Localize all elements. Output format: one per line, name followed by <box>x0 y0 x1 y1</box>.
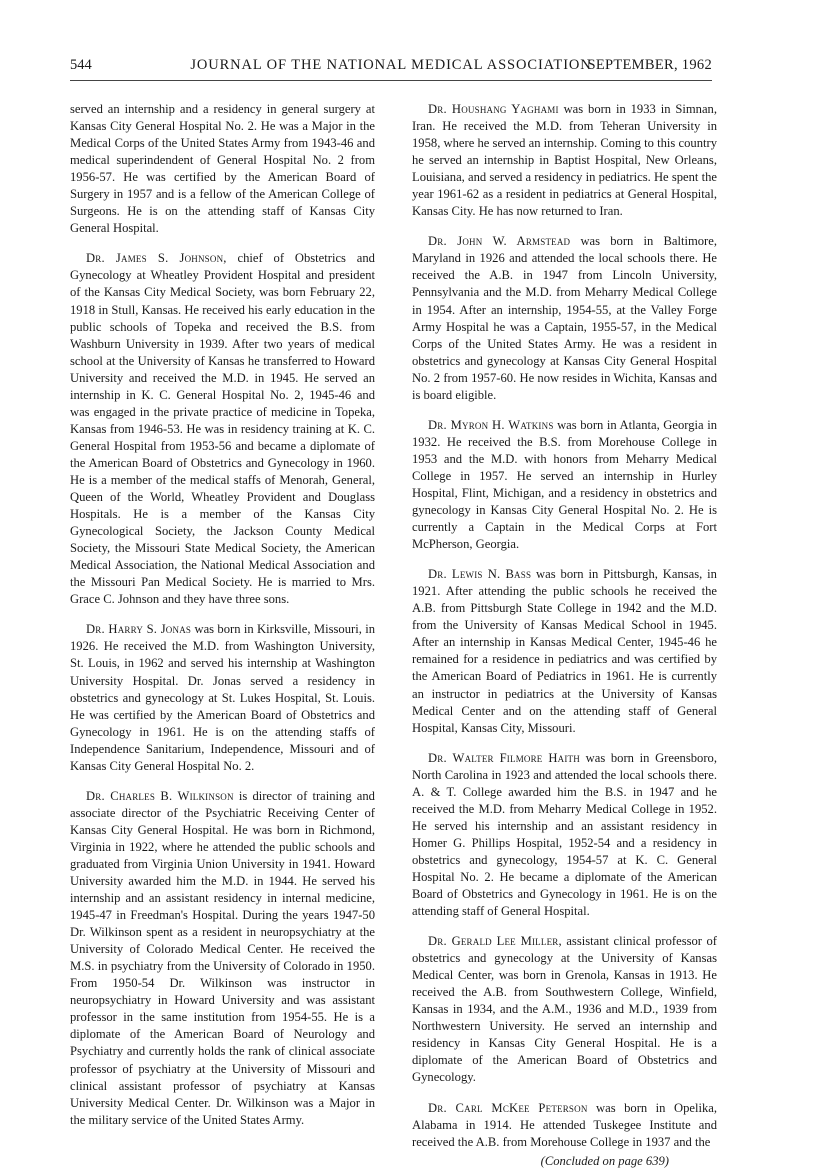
bio-name: Dr. Gerald Lee Miller, <box>428 934 562 949</box>
bio-text: is director of training and associate director of the Psychiatric Receiving Center of Kansas City General Hospital. He was born in Richmond, Virginia in 1922, where he attended the public schools and graduated from Virginia Union University in 1941. Howard University awarded him the M.D. in 1944. He served his internship and an assistant residency in internal medicine, 1945-47 in Freedman's Hospital. During the years 1947-50 Dr. Wilkinson spent as a resident in neuropsychiatry at the University of Colorado Medical Center. He received the M.S. in psychiatry from the University of Colorado in 1950. From 1950-54 Dr. Wilkinson was instructor in neuropsychiatry in Howard University and was assistant professor in the same institution from 1954-55. He is a diplomate of the American Board of Neurology and Psychiatry and currently holds the rank of clinical associate professor of psychiatry at the University of Missouri and clinical assistant professor of psychiatry at Kansas University Medical Center. Dr. Wilkinson was a Major in the military service of the United States Army. <box>70 788 375 1127</box>
paragraph-continued <box>70 101 375 237</box>
issue-date: SEPTEMBER, 1962 <box>587 57 712 73</box>
bio-haith <box>412 750 717 920</box>
bio-text: was born in 1933 in Simnan, Iran. He received the M.D. from Teheran University in 1958, where he served an internship. Coming to this country he served an internship in Baptist Hospital, New Orleans, Louisiana, and served a residency in pediatrics. He spent the year 1961-62 as a resident in pediatrics at General Hospital, Kansas City. He has now returned to Iran. <box>412 102 717 219</box>
header-rule <box>70 80 712 81</box>
paragraph-text: served an internship and a residency in general surgery at Kansas City General Hospital No. 2. He was a Major in the Medical Corps of the United States Army from 1943-46 and medical superindendent of General Hospital No. 2 from 1956-57. He was certified by the American Board of Surgery in 1957 and is a fellow of the American College of Surgeons. He is on the attending staff of Kansas City General Hospital. <box>70 102 375 236</box>
bio-text: chief of Obstetrics and Gynecology at Wheatley Provident Hospital and president of the Kansas City Medical Society, was born February 22, 1918 in Stull, Kansas. He received his early education in the public schools of Topeka and received the B.S. from Washburn University in 1939. After two years of medical school at the University of Kansas he transferred to Howard University and received the M.D. in 1945. He served an internship in K. C. General Hospital No. 2, 1945-46 and was engaged in the private practice of medicine in Topeka, Kansas from 1946-53. He was in residency training at K. C. General Hospital from 1953-56 and became a diplomate of the American Board of Obstetrics and Gynecology in 1960. He is a member of the medical staffs of Menorah, General, Queen of the World, Wheatley Provident and Douglass Hospitals. He is a member of the Kansas City Gynecological Society, the Jackson County Medical Society, the Missouri State Medical Society, the American Medical Association, the National Medical Association and the Missouri Pan Medical Society. He is married to Mrs. Grace C. Johnson and they have three sons. <box>70 251 375 607</box>
bio-text: was born in Atlanta, Georgia in 1932. He received the B.S. from Morehouse College in 1953 and the M.D. with honors from Meharry Medical College in 1957. He served an internship in Hurley Hospital, Flint, Michigan, and a residency in obstetrics and gynecology in Kansas City General Hospital No. 2. He is currently a Captain in the Medical Corps at Fort McPherson, Georgia. <box>412 417 717 552</box>
bio-text: was born in Kirksville, Missouri, in 1926. He received the M.D. from Washington University, St. Louis, in 1962 and served his internship at Washington University Hospital. Dr. Jonas served a residency in obstetrics and gynecology at St. Lukes Hospital, St. Louis. He was certified by the American Board of Obstetrics and Gynecology in 1961. He is on the attending staffs of Independence Sanitarium, Independence, Missouri and of Kansas City General Hospital No. 2. <box>70 622 376 773</box>
bio-miller <box>412 933 717 1086</box>
bio-name: Dr. John W. Armstead <box>428 234 571 249</box>
bio-name: Dr. Harry S. Jonas <box>86 622 192 637</box>
bio-name: Dr. Charles B. Wilkinson <box>86 788 234 803</box>
bio-peterson <box>412 1100 717 1151</box>
bio-text: assistant clinical professor of obstetrics and gynecology at the University of Kansas Medical Center, was born in Grenola, Kansas in 1913. He received the A.B. from Southwestern College, Winfield, Kansas in 1934, and the A.M., 1936 and M.D., 1939 from Northwestern University. He served an internship and residency in Kansas City General Hospital. He is a diplomate of the American Board of Obstetrics and Gynecology. <box>412 934 717 1085</box>
bio-name: Dr. Walter Filmore Haith <box>428 750 580 765</box>
continuation-note: (Concluded on page 639) <box>540 1153 669 1168</box>
bio-jonas <box>70 621 375 774</box>
right-column <box>412 101 717 1170</box>
bio-name: Dr. Carl McKee Peterson <box>428 1100 588 1115</box>
bio-name: Dr. James S. Johnson, <box>86 251 227 266</box>
bio-yaghami <box>412 101 717 220</box>
bio-text: was born in Baltimore, Maryland in 1926 and attended the local schools there. He received the A.B. in 1947 from Lincoln University, Pennsylvania and the M.D. from Meharry Medical College in 1954. After an internship, 1954-55, at the Valley Forge Army Hospital he was a Captain, 1955-57, in the Medical Corps of the United States Army. He was a resident in obstetrics and gynecology at Kansas City General Hospital No. 2 from 1957-60. He now resides in Wichita, Kansas and is board eligible. <box>412 234 717 402</box>
bio-text: was born in Greensboro, North Carolina in 1923 and attended the local schools there. A. & T. College awarded him the B.S. in 1947 and he received the M.D. from Meharry Medical College in 1952. He served his internship and an assistant residency in Homer G. Phillips Hospital, 1952-54 and a residency in obstetrics and gynecology, 1954-57 at K. C. General Hospital No. 2. He became a diplomate of the American Board of Obstetrics and Gynecology in 1961. He is on the attending staff of General Hospital. <box>412 750 717 919</box>
left-column <box>70 101 375 1142</box>
bio-name: Dr. Myron H. Watkins <box>428 417 554 432</box>
bio-text: was born in Pittsburgh, Kansas, in 1921. After attending the public schools he received the A.B. from Pittsburgh State College in 1942 and the M.D. from the University of Kansas Medical School in 1945. After an internship in Kansas Medical Center, 1945-46 he remained for a residence in pediatrics and was certified by the American Board of Pediatrics in 1961. He is currently an instructor in pediatrics at the University of Kansas Medical Center and on the attending staff of General Hospital, Kansas City, Missouri. <box>412 567 717 735</box>
bio-name: Dr. Houshang Yaghami <box>428 102 559 116</box>
journal-title: JOURNAL OF THE NATIONAL MEDICAL ASSOCIATION <box>190 57 592 73</box>
running-header <box>70 56 712 78</box>
bio-watkins <box>412 417 717 553</box>
bio-wilkinson <box>70 788 375 1129</box>
bio-name: Dr. Lewis N. Bass <box>428 567 532 582</box>
bio-johnson <box>70 250 375 608</box>
bio-text: was born in Opelika, Alabama in 1914. He attended Tuskegee Institute and received the A.B. from Morehouse College in 1937 and the <box>412 1100 717 1149</box>
bio-bass <box>412 566 717 736</box>
bio-armstead <box>412 233 717 403</box>
page-number: 544 <box>70 57 92 73</box>
